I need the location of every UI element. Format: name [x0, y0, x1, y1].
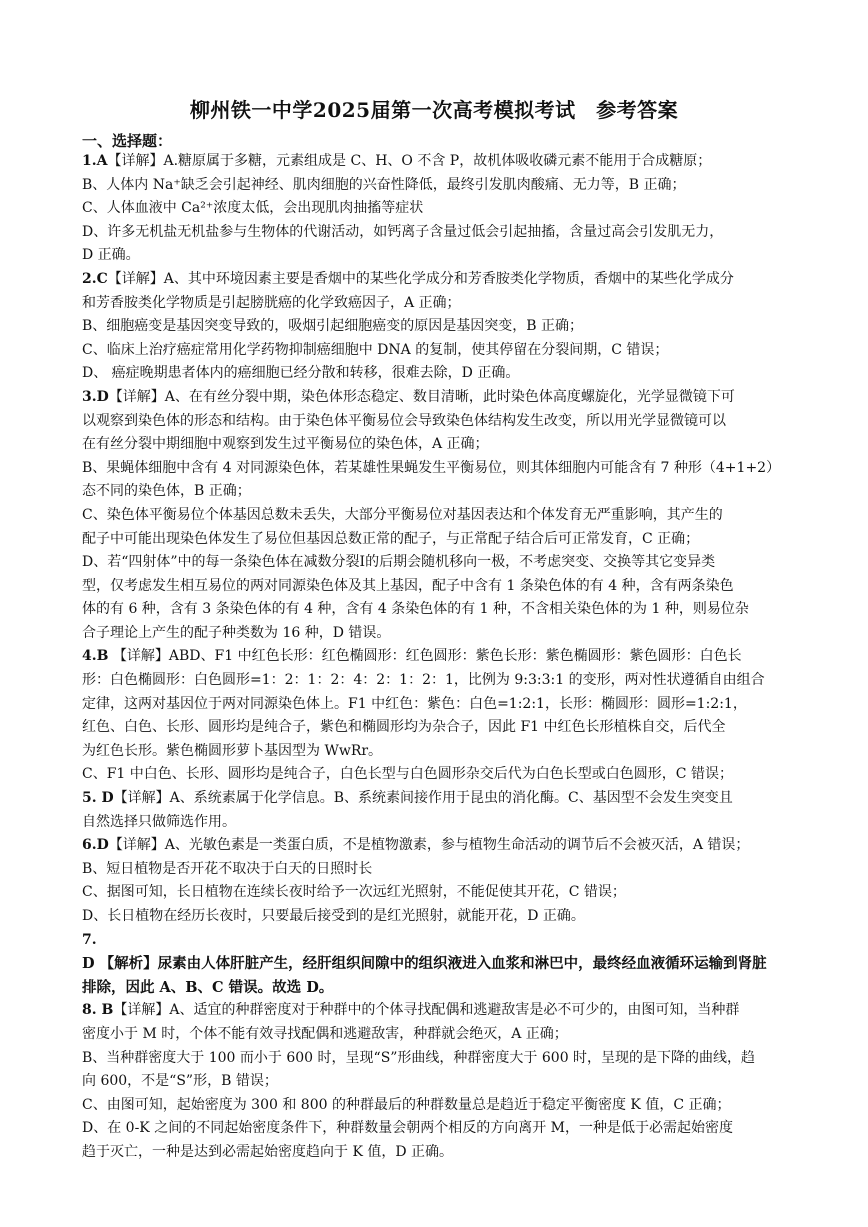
answer-line [82, 244, 788, 268]
answer-text: B、短日植物是否开花不取决于白天的日照时长 [82, 860, 373, 877]
answer-text: 形：白色椭圆形：白色圆形=1：2：1：2：4：2：1：2：1，比例为 9:3:3:1 的变形，两对性状遵循自由组合 [82, 672, 765, 689]
question-number: 6.D [82, 837, 109, 854]
answer-text: 【详解】ABD、F1 中红色长形：红色椭圆形：红色圆形：紫色长形：紫色椭圆形：紫色圆形：白色长 [108, 648, 742, 665]
answer-line [82, 575, 788, 599]
answer-text: B、细胞癌变是基因突变导致的，吸烟引起细胞癌变的原因是基因突变，B 正确； [82, 318, 584, 335]
answer-text: 【详解】A、光敏色素是一类蛋白质，不是植物激素，参与植物生命活动的调节后不会被灭活，A 错误； [108, 837, 750, 854]
answer-line [82, 598, 788, 622]
question-number: 5. D [82, 790, 114, 807]
answer-line [82, 976, 788, 1000]
answer-line [82, 433, 788, 457]
answer-text: 型，仅考虑发生相互易位的两对同源染色体及其上基因，配子中含有 1 条染色体的有 4 种，含有两条染色 [82, 577, 734, 594]
answer-text: D 【解析】尿素由人体肝脏产生，经肝组织间隙中的组织液进入血浆和淋巴中，最终经血液循环运输到肾脏 [82, 955, 767, 973]
answer-line [82, 622, 788, 646]
answer-line [82, 858, 788, 882]
answer-text: D、 癌症晚期患者体内的癌细胞已经分散和转移，很难去除，D 正确。 [82, 365, 520, 382]
answer-line [82, 551, 788, 575]
answer-text: 定律，这两对基因位于两对同源染色体上。F1 中红色：紫色：白色=1:2:1，长形：椭圆形：圆形=1:2:1， [82, 695, 747, 712]
answer-line [82, 763, 788, 787]
answer-text: C、F1 中白色、长形、圆形均是纯合子，白色长型与白色圆形杂交后代为白色长型或白色圆形，C 错误； [82, 766, 733, 783]
answer-line [82, 952, 788, 976]
answer-line [82, 504, 788, 528]
answer-line [82, 693, 788, 717]
answer-line [82, 645, 788, 669]
answer-text: D、在 0-K 之间的不同起始密度条件下，种群数量会朝两个相反的方向离开 M，一种是低于必需起始密度 [82, 1120, 734, 1137]
answer-text: B、果蝇体细胞中含有 4 对同源染色体，若某雄性果蝇发生平衡易位，则其体细胞内可能含有 7 种形（4+1+2） [82, 459, 781, 476]
answer-text: 在有丝分裂中期细胞中观察到发生过平衡易位的染色体，A 正确； [82, 436, 489, 453]
section-heading: 一、选择题： [82, 132, 173, 150]
answer-text: 合子理论上产生的配子种类数为 16 种，D 错误。 [82, 624, 391, 641]
answer-line [82, 410, 788, 434]
answer-line [82, 1094, 788, 1118]
answer-line [82, 150, 788, 174]
answer-line [82, 221, 788, 245]
answer-text: C、据图可知，长日植物在连续长夜时给予一次远红光照射，不能促使其开花，C 错误； [82, 884, 626, 901]
answer-line [82, 457, 788, 481]
answer-text: C、人体血液中 Ca²⁺浓度太低，会出现肌肉抽搐等症状 [82, 200, 424, 217]
answer-line [82, 1117, 788, 1141]
answer-line [82, 999, 788, 1023]
answer-line [82, 1141, 788, 1165]
answer-text: 排除，因此 A、B、C 错误。故选 D。 [82, 978, 334, 996]
answer-line [82, 174, 788, 198]
answer-line [82, 787, 788, 811]
answer-text: 红色、白色、长形、圆形均是纯合子，紫色和椭圆形均为杂合子，因此 F1 中红色长形植株自交，后代全 [82, 719, 726, 736]
answer-text: 【详解】A.糖原属于多糖，元素组成是 C、H、O 不含 P，故机体吸收磷元素不能用于合成糖原； [107, 153, 712, 169]
answer-text: 为红色长形。紫色椭圆形萝卜基因型为 WwRr。 [82, 742, 383, 759]
answer-line [82, 480, 788, 504]
answer-text: B、当种群密度大于 100 而小于 600 时，呈现“S”形曲线，种群密度大于 600 时，呈现的是下降的曲线，趋 [82, 1049, 756, 1066]
question-number: 8. B [82, 1002, 114, 1019]
answer-line [82, 669, 788, 693]
answer-line [82, 362, 788, 386]
question-number: 1.A [82, 153, 108, 169]
answer-text: 趋于灭亡，一种是达到必需起始密度趋向于 K 值，D 正确。 [82, 1143, 454, 1160]
answer-line [82, 339, 788, 363]
answer-line [82, 834, 788, 858]
question-number: 4.B [82, 648, 109, 665]
answer-line [82, 1047, 788, 1071]
answer-line [82, 528, 788, 552]
answer-line [82, 740, 788, 764]
answer-text: D 正确。 [82, 247, 140, 264]
answer-text: C、染色体平衡易位个体基因总数未丢失，大部分平衡易位对基因表达和个体发育无严重影响，其产生的 [82, 506, 723, 523]
answer-text: 【详解】A、系统素属于化学信息。B、系统素间接作用于昆虫的消化酶。C、基因型不会发生突变且 [113, 790, 733, 807]
answer-text: C、临床上治疗癌症常用化学药物抑制癌细胞中 DNA 的复制，使其停留在分裂间期，C 错误； [82, 341, 669, 358]
answer-line [82, 315, 788, 339]
answer-text: 和芳香胺类化学物质是引起膀胱癌的化学致癌因子，A 正确； [82, 294, 461, 311]
answer-text: 态不同的染色体，B 正确； [82, 483, 251, 500]
answer-text: D、许多无机盐无机盐参与生物体的代谢活动，如钙离子含量过低会引起抽搐，含量过高会引发肌无力， [82, 223, 724, 240]
answer-body [82, 150, 788, 1165]
answer-text: 密度小于 M 时，个体不能有效寻找配偶和逃避敌害，种群就会绝灭，A 正确； [82, 1025, 568, 1042]
answer-text: 配子中可能出现染色体发生了易位但基因总数正常的配子，与正常配子结合后可正常发育，C 正确； [82, 530, 700, 547]
answer-text: 【详解】A、其中环境因素主要是香烟中的某些化学成分和芳香胺类化学物质，香烟中的某些化学成分 [107, 270, 734, 287]
answer-text: C、由图可知，起始密度为 300 和 800 的种群最后的种群数量总是趋近于稳定平衡密度 K 值，C 正确； [82, 1096, 731, 1113]
answer-text: 自然选择只做筛选作用。 [82, 813, 236, 830]
answer-text: 【详解】A、在有丝分裂中期，染色体形态稳定、数目清晰，此时染色体高度螺旋化，光学显微镜下可 [108, 388, 735, 405]
answer-text: 以观察到染色体的形态和结构。由于染色体平衡易位会导致染色体结构发生改变，所以用光学显微镜可以 [82, 412, 726, 429]
answer-text: 体的有 6 种，含有 3 条染色体的有 4 种，含有 4 条染色体的有 1 种，不含相关染色体的为 1 种，则易位杂 [82, 601, 749, 618]
answer-line [82, 197, 788, 221]
answer-text: 向 600，不是“S”形，B 错误； [82, 1073, 278, 1090]
answer-text: D、长日植物在经历长夜时，只要最后接受到的是红光照射，就能开花，D 正确。 [82, 908, 585, 924]
answer-line [82, 268, 788, 292]
answer-line [82, 292, 788, 316]
answer-line [82, 1070, 788, 1094]
answer-line [82, 881, 788, 905]
answer-line [82, 386, 788, 410]
answer-line [82, 905, 788, 929]
answer-text: B、人体内 Na⁺缺乏会引起神经、肌肉细胞的兴奋性降低，最终引发肌肉酸痛、无力等，B 正确； [82, 176, 686, 193]
question-number: 7. [82, 931, 97, 948]
page-title: 柳州铁一中学2025届第一次高考模拟考试 参考答案 [189, 98, 679, 122]
answer-text: D、若“四射体”中的每一条染色体在减数分裂Ⅰ的后期会随机移向一极，不考虑突变、交换等其它变异类 [82, 554, 716, 571]
question-number: 3.D [82, 388, 109, 405]
answer-text: 【详解】A、适宜的种群密度对于种群中的个体寻找配偶和逃避敌害是必不可少的，由图可知，当种群 [113, 1002, 740, 1019]
answer-line [82, 1023, 788, 1047]
answer-line [82, 811, 788, 835]
answer-line [82, 929, 788, 953]
answer-line [82, 716, 788, 740]
question-number: 2.C [82, 270, 108, 287]
